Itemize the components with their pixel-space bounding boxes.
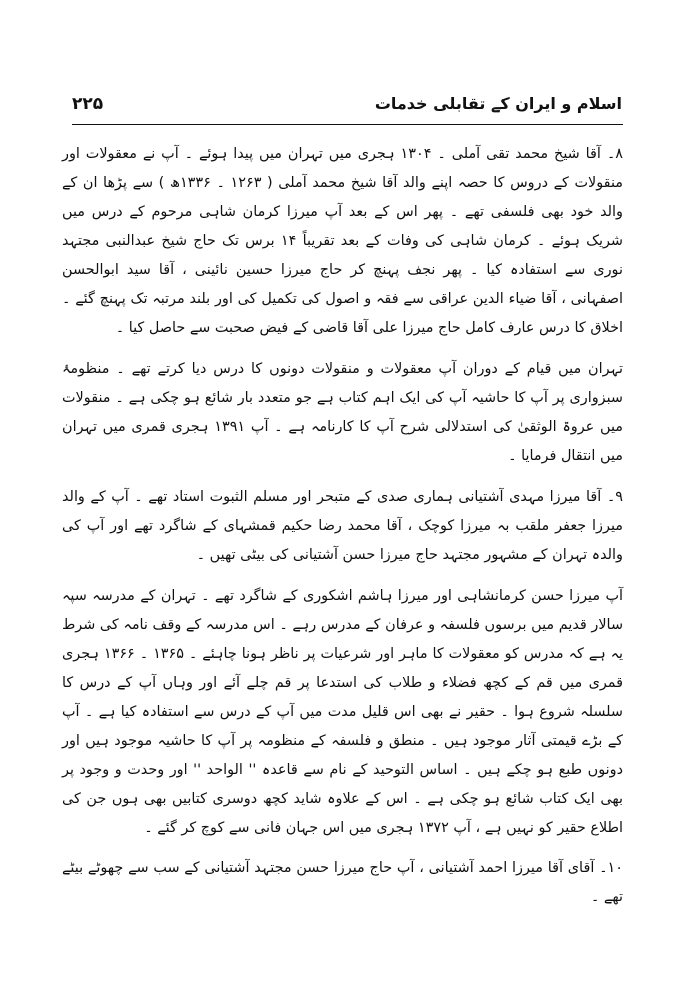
header-divider [72, 124, 623, 125]
paragraph-9-mahdi-ashtiyani: ۹۔ آقا میرزا مہدی آشتیانی ہماری صدی کے متبحر اور مسلم الثبوت استاد تھے ۔ آپ کے والد میرزا جعفر ملقب بہ میرزا کوچک ، آقا محمد رضا حکیم قمشہای کے شاگرد تھے اور آپ کی والدہ تہران کے مشہور مجتہد حاج میرزا حسن آشتیانی کی بیٹی تھیں ۔ [62, 489, 623, 563]
page-number: ۲۲۵ [72, 94, 104, 114]
paragraph-10-ahmad-ashtiyani: ۱۰۔ آقای آقا میرزا احمد آشتیانی ، آپ حاج میرزا حسن مجتہد آشتیانی کے سب سے چھوٹے بیٹے تھے ۔ [62, 860, 623, 905]
running-header [72, 92, 622, 120]
paragraph-teachers-and-works: آپ میرزا حسن کرمانشاہی اور میرزا ہاشم اشکوری کے شاگرد تھے ۔ تہران کے مدرسہ سپہ سالار قدیم میں برسوں فلسفہ و عرفان کے مدرس رہے ۔ اس مدرسہ کے وقف نامہ کی شرط یہ ہے کہ مدرس کو معقولات کا ماہر اور شرعیات پر ناظر ہونا چاہئے ۔ ۱۳۶۵ ۔ ۱۳۶۶ ہجری قمری میں قم کے کچھ فضلاء و طلاب کی استدعا پر قم چلے آئے اور وہاں آپ کے درس کا سلسلہ شروع ہوا ۔ حقیر نے بھی اس قلیل مدت میں آپ کے درس سے استفادہ کیا ہے ۔ آپ کے بڑے قیمتی آثار موجود ہیں ۔ منطق و فلسفہ کے منظومہ پر آپ کا حاشیہ موجود ہیں اور دونوں طبع ہو چکے ہیں ۔ اساس التوحید کے نام سے قاعدہ '' الواحد '' اور وحدت و وجود پر بھی ایک کتاب شائع ہو چکی ہے ۔ اس کے علاوہ شاید کچھ دوسری کتابیں بھی ہوں جن کی اطلاع حقیر کو نہیں ہے ، آپ ۱۳۷۲ ہجری میں اس جہان فانی سے کوچ کر گئے ۔ [62, 588, 624, 836]
paragraph-tehran-teaching: تہران میں قیام کے دوران آپ معقولات و منقولات دونوں کا درس دیا کرتے تھے ۔ منظومۂ سبزواری پر آپ کا حاشیہ آپ کی ایک اہم کتاب ہے جو متعدد بار شائع ہو چکی ہے ۔ منقولات میں عروۃ الوثقیٰ کی استدلالی شرح آپ کا کارنامہ ہے ۔ آپ ۱۳۹۱ ہجری قمری میں تہران میں انتقال فرمایا ۔ [62, 361, 624, 464]
running-header-title: اسلام و ایران کے تقابلی خدمات [374, 94, 622, 113]
paragraph-8-taqi-amoli: ۸۔ آقا شیخ محمد تقی آملی ۔ ۱۳۰۴ ہجری میں تہران میں پیدا ہوئے ۔ آپ نے معقولات اور منقولات کے دروس کا حصہ اپنے والد آقا شیخ محمد آملی ( ۱۲۶۳ ۔ ۱۳۳۶ھ ) سے پڑھا ان کے والد خود بھی فلسفی تھے ۔ پھر اس کے بعد آپ میرزا کرمان شاہی مرحوم کے درس میں شریک ہوئے ۔ کرمان شاہی کی وفات کے بعد تقریباً ۱۴ برس تک حاج شیخ عبدالنبی مجتہد نوری سے استفادہ کیا ۔ پھر نجف پہنچ کر حاج میرزا حسین نائینی ، آقا سید ابوالحسن اصفہانی ، آقا ضیاء الدین عراقی سے فقہ و اصول کی تکمیل کی اور بلند مرتبہ تک پہنچ گئے ۔ اخلاق کا درس عارف کامل حاج میرزا علی آقا قاضی کے فیض صحبت سے حاصل کیا ۔ [62, 146, 623, 336]
body-text [62, 140, 623, 924]
